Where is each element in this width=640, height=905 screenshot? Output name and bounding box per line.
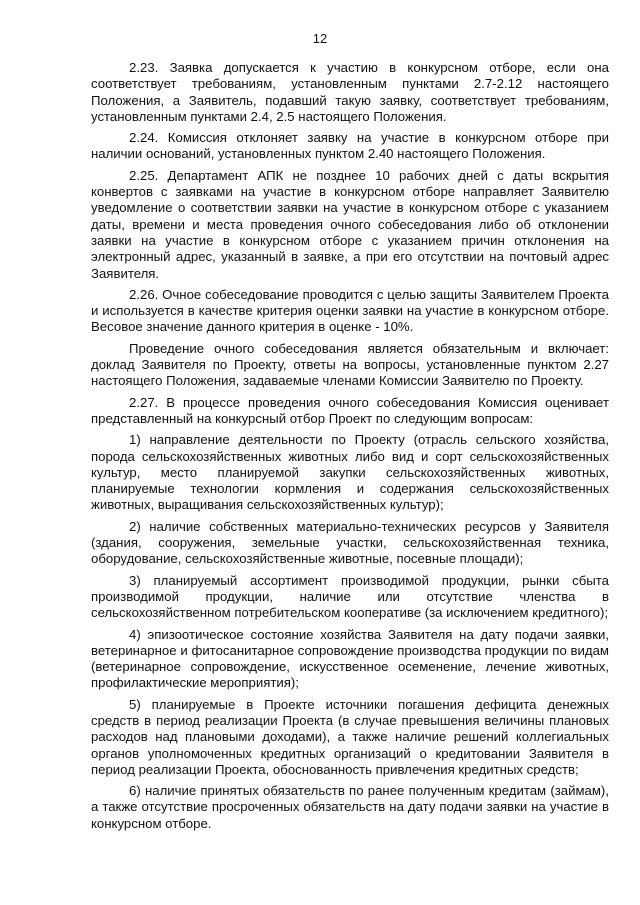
list-item-4: 4) эпизоотическое состояние хозяйства Заявителя на дату подачи заявки, ветеринарное и фитосанитарное сопровождение производства продукции по видам (ветеринарное сопровождение, искусственное осеменение, лечение животных, профилактические мероприятия); <box>91 626 609 691</box>
document-body <box>91 60 609 837</box>
list-item-3: 3) планируемый ассортимент производимой продукции, рынки сбыта производимой продукции, наличие или отсутствие членства в сельскохозяйственном потребительском кооперативе (за исключением кредитного); <box>91 572 609 621</box>
paragraph-2-23: 2.23. Заявка допускается к участию в конкурсном отборе, если она соответствует требованиям, установленным пунктами 2.7-2.12 настоящего Положения, а Заявитель, подавший такую заявку, соответствует требованиям, установленным пунктами 2.4, 2.5 настоящего Положения. <box>91 60 609 124</box>
list-item-6: 6) наличие принятых обязательств по ранее полученным кредитам (займам), а также отсутствие просроченных обязательств на дату подачи заявки на участие в конкурсном отборе. <box>91 783 609 831</box>
list-item-5: 5) планируемые в Проекте источники погашения дефицита денежных средств в период реализации Проекта (в случае превышения величины плановых расходов над плановыми доходами), а также наличие решений коллегиальных органов уполномоченных кредитных организаций о кредитовании Заявителя в период реализации Проекта, обоснованность привлечения кредитных средств; <box>91 696 609 777</box>
paragraph-interview-description: Проведение очного собеседования является обязательным и включает: доклад Заявителя по Проекту, ответы на вопросы, установленные пунктом 2.27 настоящего Положения, задаваемые членами Комиссии Заявителю по Проекту. <box>91 340 609 389</box>
list-item-2: 2) наличие собственных материально-технических ресурсов у Заявителя (здания, сооружения, земельные участки, сельскохозяйственная техника, оборудование, сельскохозяйственные животные, посевные площади); <box>91 518 609 567</box>
paragraph-2-27: 2.27. В процессе проведения очного собеседования Комиссия оценивает представленный на конкурсный отбор Проект по следующим вопросам: <box>91 394 609 426</box>
paragraph-2-24: 2.24. Комиссия отклоняет заявку на участие в конкурсном отборе при наличии оснований, установленных пунктом 2.40 настоящего Положения. <box>91 130 609 162</box>
list-item-1: 1) направление деятельности по Проекту (отрасль сельского хозяйства, порода сельскохозяйственных животных либо вид и сорт сельскохозяйственных культур, место планируемой закупки сельскохозяйственных животных, планируемые технологии кормления и содержания сельскохозяйственных животных, выращивания сельскохозяйственных культур); <box>91 432 609 513</box>
paragraph-2-26: 2.26. Очное собеседование проводится с целью защиты Заявителем Проекта и используется в качестве критерия оценки заявки на участие в конкурсном отборе. Весовое значение данного критерия в оценке - 10%. <box>91 286 609 335</box>
page-number: 12 <box>312 31 328 46</box>
paragraph-2-25: 2.25. Департамент АПК не позднее 10 рабочих дней с даты вскрытия конвертов с заявками на участие в конкурсном отборе направляет Заявителю уведомление о соответствии заявки на участие в конкурсном отборе с указанием даты, времени и места проведения очного собеседования либо об отклонении заявки на участие в конкурсном отборе с указанием причин отклонения на электронный адрес, указанный в заявке, а при его отсутствии на почтовый адрес Заявителя. <box>91 167 609 281</box>
